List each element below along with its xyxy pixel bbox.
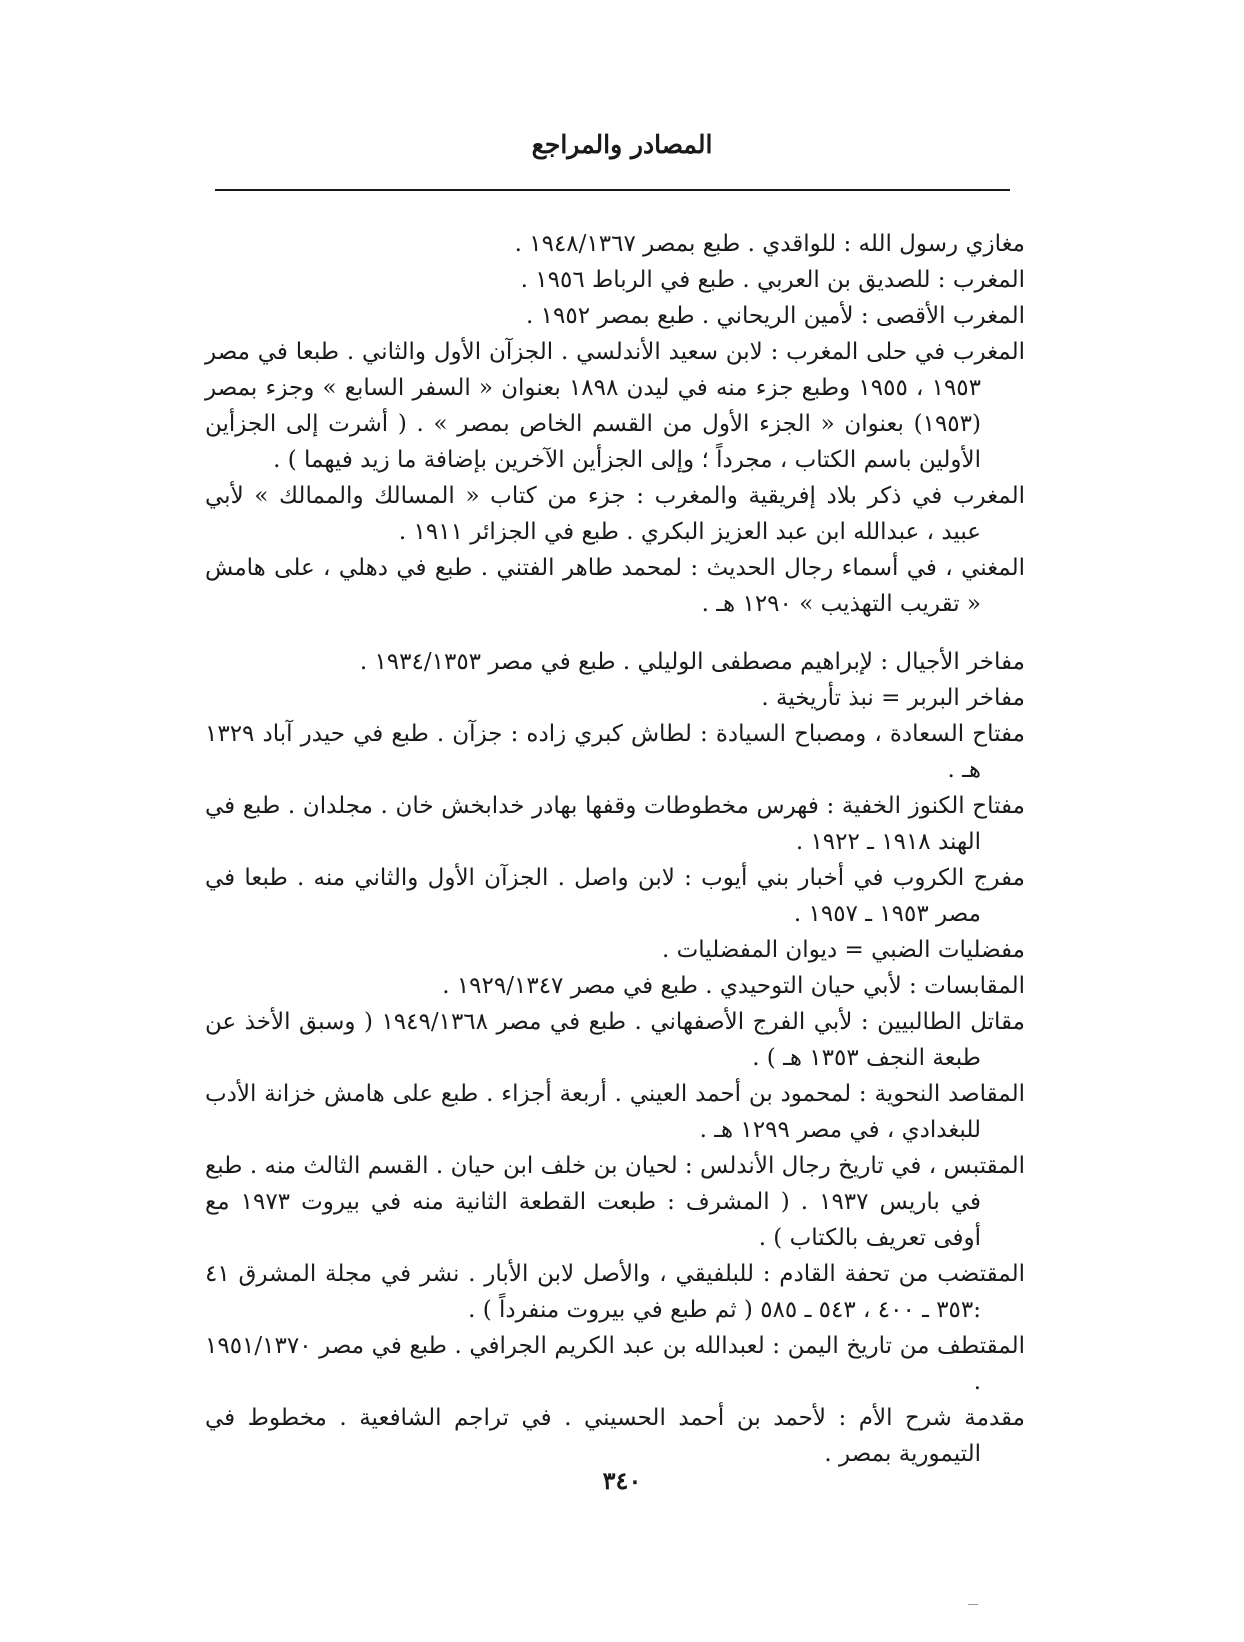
bibliography-entry: مفاخر الأجيال : لإبراهيم مصطفى الوليلي . طبع في مصر ١٩٣٤/١٣٥٣ .: [359, 649, 1025, 675]
bibliography-entry: المقتطف من تاريخ اليمن : لعبدالله بن عبد الكريم الجرافي . طبع في مصر ١٩٥١/١٣٧٠ .: [205, 1333, 1025, 1395]
running-head: المصادر والمراجع: [531, 130, 713, 159]
bibliography-entry: المقابسات : لأبي حيان التوحيدي . طبع في مصر ١٩٢٩/١٣٤٧ .: [442, 973, 1025, 999]
bibliography-entry: مفرج الكروب في أخبار بني أيوب : لابن واصل . الجزآن الأول والثاني منه . طبعا في مصر ١٩٥٣ ـ ١٩٥٧ .: [205, 865, 1025, 927]
bibliography-entry: مفتاح السعادة ، ومصباح السيادة : لطاش كبري زاده : جزآن . طبع في حيدر آباد ١٣٢٩ هـ .: [205, 721, 1025, 783]
bibliography-entry: مغازي رسول الله : للواقدي . طبع بمصر ١٩٤٨/١٣٦٧ .: [514, 231, 1025, 257]
bibliography-entry: المقتضب من تحفة القادم : للبلفيقي ، والأصل لابن الأبار . نشر في مجلة المشرق ٤١ :٣٥٣ ـ ٤٠٠ ، ٥٤٣ ـ ٥٨٥ ( ثم طبع في بيروت منفرداً ) .: [205, 1261, 1025, 1323]
bibliography-entry: المغني ، في أسماء رجال الحديث : لمحمد طاهر الفتني . طبع في دهلي ، على هامش « تقريب التهذيب » ١٢٩٠ هـ .: [205, 555, 1025, 617]
bibliography-list: [205, 226, 1025, 1472]
bibliography-entry: مقدمة شرح الأم : لأحمد بن أحمد الحسيني . في تراجم الشافعية . مخطوط في التيمورية بمصر .: [205, 1405, 1025, 1467]
bibliography-entry: المغرب في ذكر بلاد إفريقية والمغرب : جزء من كتاب « المسالك والممالك » لأبي عبيد ، عبدالله ابن عبد العزيز البكري . طبع في الجزائر ١٩١١ .: [205, 483, 1025, 545]
bibliography-entry: مفتاح الكنوز الخفية : فهرس مخطوطات وقفها بهادر خدابخش خان . مجلدان . طبع في الهند ١٩١٨ ـ ١٩٢٢ .: [205, 793, 1025, 855]
scan-speck: [968, 1604, 978, 1605]
bibliography-entry: المغرب : للصديق بن العربي . طبع في الرباط ١٩٥٦ .: [520, 267, 1025, 293]
bibliography-entry: المقاصد النحوية : لمحمود بن أحمد العيني . أربعة أجزاء . طبع على هامش خزانة الأدب للبغدادي ، في مصر ١٢٩٩ هـ .: [205, 1081, 1025, 1143]
bibliography-entry: المغرب في حلى المغرب : لابن سعيد الأندلسي . الجزآن الأول والثاني . طبعا في مصر ١٩٥٣ ، ١٩٥٥ وطبع جزء منه في ليدن ١٨٩٨ بعنوان « السفر السابع » وجزء بمصر (١٩٥٣) بعنوان « الجزء الأول من القسم الخاص بمصر » . ( أشرت إلى الجزأين الأولين باسم الكتاب ، مجرداً ؛ وإلى الجزأين الآخرين بإضافة ما زيد فيهما ) .: [205, 339, 1025, 473]
bibliography-entry: مقاتل الطالبيين : لأبي الفرج الأصفهاني . طبع في مصر ١٩٤٩/١٣٦٨ ( وسبق الأخذ عن طبعة النجف ١٣٥٣ هـ ) .: [205, 1009, 1025, 1071]
bibliography-entry: مفضليات الضبي = ديوان المفضليات .: [661, 937, 1025, 963]
header-rule: [215, 189, 1010, 191]
bibliography-entry: المغرب الأقصى : لأمين الريحاني . طبع بمصر ١٩٥٢ .: [526, 303, 1025, 329]
page-number: ٣٤٠: [602, 1466, 642, 1495]
bibliography-entry: مفاخر البربر = نبذ تأريخية .: [761, 685, 1025, 711]
bibliography-entry: المقتبس ، في تاريخ رجال الأندلس : لحيان بن خلف ابن حيان . القسم الثالث منه . طبع في باريس ١٩٣٧ . ( المشرف : طبعت القطعة الثانية منه في بيروت ١٩٧٣ مع أوفى تعريف بالكتاب ) .: [205, 1153, 1025, 1251]
